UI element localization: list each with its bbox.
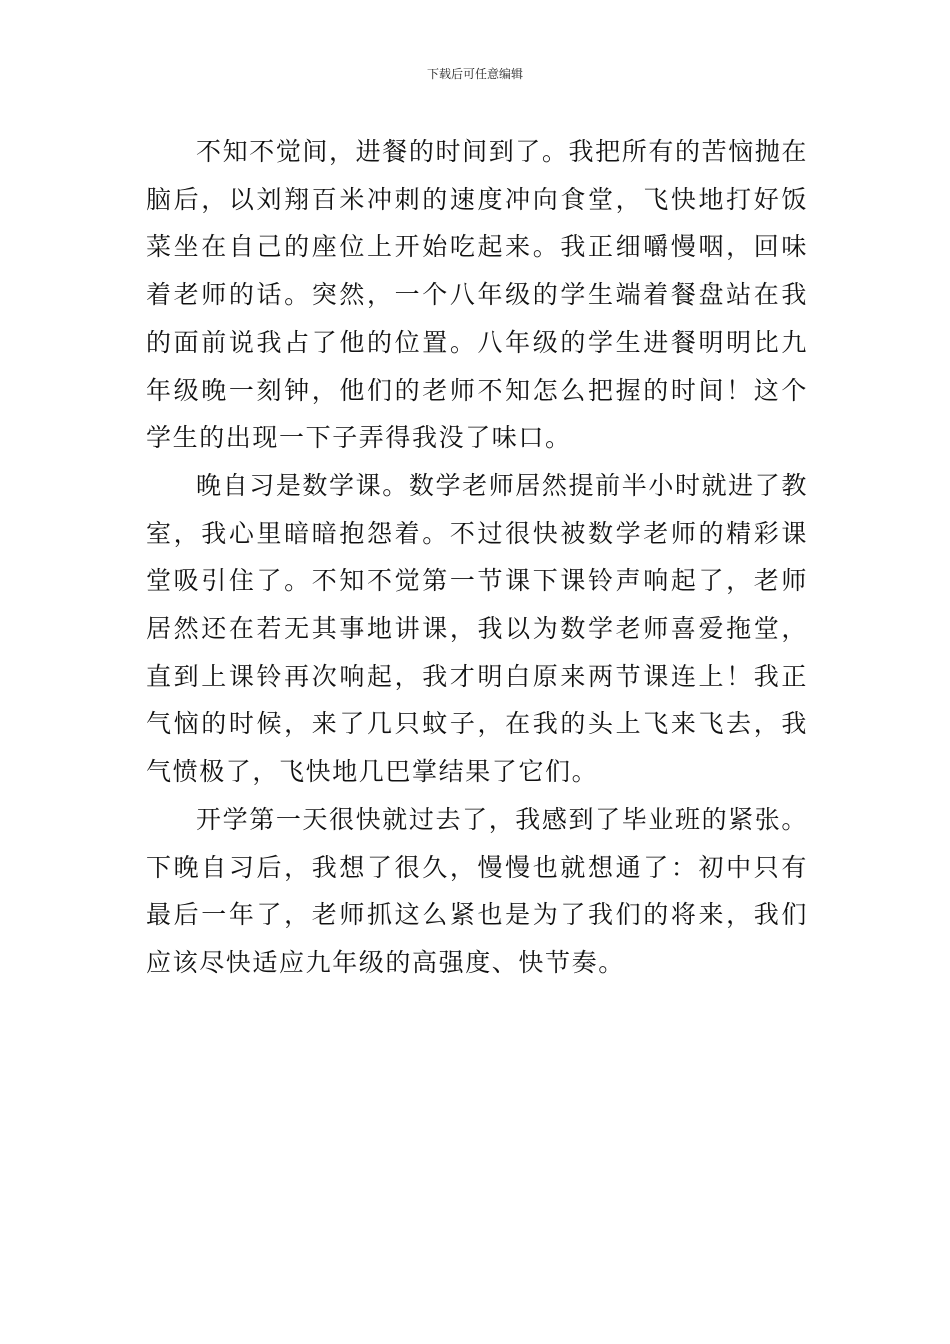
paragraph-2: 晚自习是数学课。数学老师居然提前半小时就进了教室，我心里暗暗抱怨着。不过很快被数学老师的精彩课堂吸引住了。不知不觉第一节课下课铃声响起了，老师居然还在若无其事地讲课，我以为数学老师喜爱拖堂，直到上课铃再次响起，我才明白原来两节课连上！我正气恼的时候，来了几只蚊子，在我的头上飞来飞去，我气愤极了，飞快地几巴掌结果了它们。 (146, 470, 808, 787)
paragraph-1: 不知不觉间，进餐的时间到了。我把所有的苦恼抛在脑后，以刘翔百米冲刺的速度冲向食堂，飞快地打好饭菜坐在自己的座位上开始吃起来。我正细嚼慢咽，回味着老师的话。突然，一个八年级的学生端着餐盘站在我的面前说我占了他的位置。八年级的学生进餐明明比九年级晚一刻钟，他们的老师不知怎么把握的时间！这个学生的出现一下子弄得我没了味口。 (146, 137, 808, 453)
paragraph-3: 开学第一天很快就过去了，我感到了毕业班的紧张。下晚自习后，我想了很久，慢慢也就想通了：初中只有最后一年了，老师抓这么紧也是为了我们的将来，我们应该尽快适应九年级的高强度、快节奏。 (146, 804, 808, 977)
document-body (146, 128, 808, 987)
page-header: 下载后可任意编辑 (426, 67, 523, 81)
